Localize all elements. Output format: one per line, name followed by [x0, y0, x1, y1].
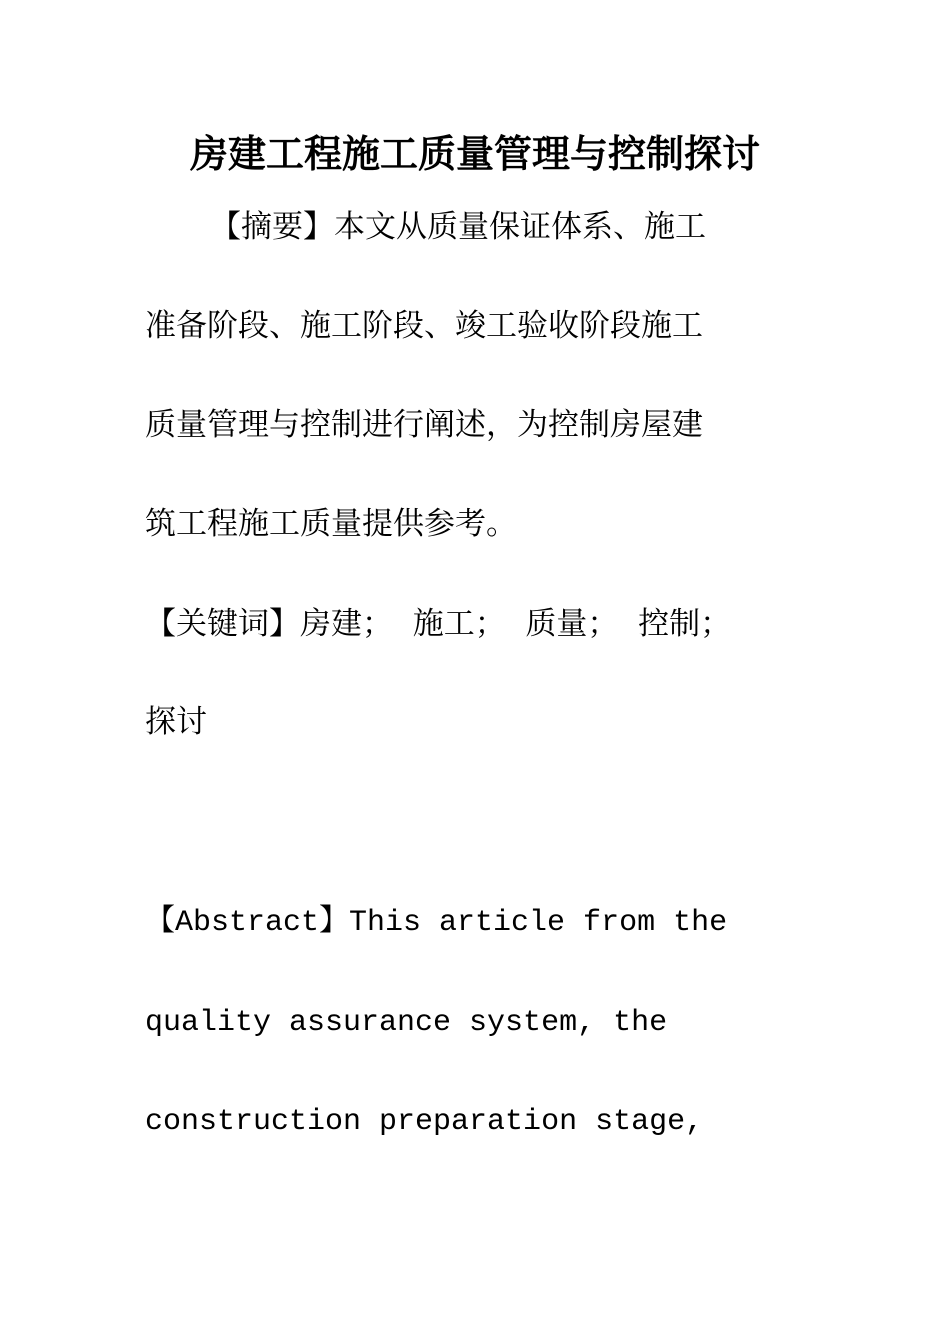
- keywords-line-2: 探讨: [145, 704, 207, 740]
- abstract-en-line-1: 【Abstract】This article from the: [145, 906, 728, 940]
- abstract-cn-line-1: 【摘要】本文从质量保证体系、施工: [210, 209, 706, 245]
- abstract-cn-line-2: 准备阶段、施工阶段、竣工验收阶段施工: [145, 308, 703, 344]
- abstract-en-line-2: quality assurance system, the: [145, 1006, 668, 1040]
- keywords-line-1: 【关键词】房建； 施工； 质量； 控制；: [145, 606, 732, 642]
- document-title: 房建工程施工质量管理与控制探讨: [189, 131, 760, 176]
- abstract-cn-line-3: 质量管理与控制进行阐述，为控制房屋建: [145, 407, 703, 443]
- abstract-cn-line-4: 筑工程施工质量提供参考。: [145, 506, 517, 542]
- abstract-en-line-3: construction preparation stage,: [145, 1105, 704, 1139]
